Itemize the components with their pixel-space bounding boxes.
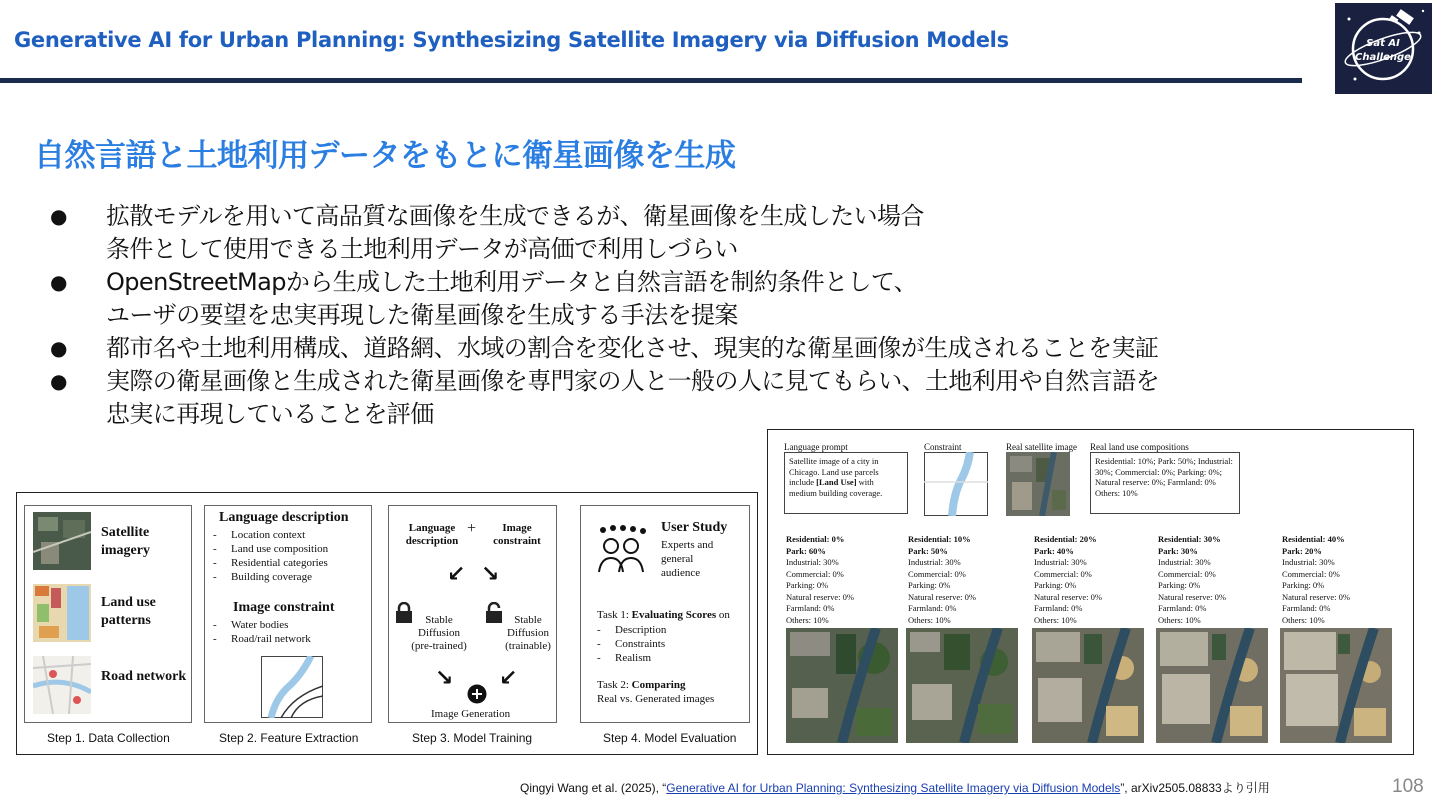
real-land-use-label: Real land use compositions (1090, 442, 1189, 452)
step2-heading: Language description (219, 510, 349, 525)
step2-list (213, 618, 311, 646)
land-use-thumbnail (33, 584, 91, 642)
list-item: - Description (597, 623, 666, 637)
bullet-list (50, 200, 1340, 431)
road-network-thumbnail (33, 656, 91, 714)
citation-prefix: Qingyi Wang et al. (2025), “ (520, 781, 667, 795)
comp-line: Farmland: 0% (786, 603, 835, 613)
comp-line: Parking: 0% (1158, 580, 1201, 590)
comp-park: Park: 50% (908, 545, 948, 556)
constraint-thumbnail (924, 452, 988, 516)
comp-line: Farmland: 0% (908, 603, 957, 613)
comp-line: Natural reserve: 0% (786, 591, 854, 602)
comp-line: Industrial: 30% (1282, 557, 1335, 567)
comp-line: Industrial: 30% (786, 557, 839, 567)
composition-column (1034, 534, 1102, 626)
comp-residential: Residential: 10% (908, 534, 971, 544)
paper-link[interactable]: Generative AI for Urban Planning: Synthesizing Satellite Imagery via Diffusion Models (666, 781, 1121, 795)
plus-icon: + (467, 520, 477, 537)
generated-satellite-image (906, 628, 1018, 743)
list-item: - Residential categories (213, 556, 328, 570)
comp-line: Commercial: 0% (1282, 568, 1340, 579)
step3-input-constraint: Image constraint (493, 522, 541, 547)
comp-park: Park: 60% (786, 545, 826, 556)
comp-line: Natural reserve: 0% (908, 591, 976, 602)
comp-line: Commercial: 0% (1158, 568, 1216, 579)
bullet-item (50, 200, 1340, 266)
step1-item-label: Land use patterns (101, 595, 156, 628)
bullet-dot-icon: ● (50, 336, 67, 360)
bullet-line: 忠実に再現していることを評価 (106, 400, 434, 428)
bullet-line: ユーザの要望を忠実再現した衛星画像を生成する手法を提案 (106, 301, 738, 329)
comp-park: Park: 30% (1158, 545, 1198, 556)
step4-task1-list (597, 623, 666, 665)
sat-ai-challenge-logo (1335, 3, 1432, 94)
bullet-dot-icon: ● (50, 369, 67, 393)
svg-text:Sat AI: Sat AI (1366, 38, 1400, 49)
arrow-down-left-icon: ↙ (499, 666, 518, 691)
prompt-text: Satellite image of a city in Chicago. Land use parcels include (789, 456, 879, 487)
bullet-line: 拡散モデルを用いて高品質な画像を生成できるが、衛星画像を生成したい場合 (106, 202, 924, 230)
comp-park: Park: 20% (1282, 545, 1322, 556)
step2-panel (204, 505, 372, 723)
composition-column (786, 534, 854, 626)
comp-line: Parking: 0% (786, 580, 829, 590)
bullet-item (50, 332, 1340, 365)
step4-caption: Step 4. Model Evaluation (603, 731, 737, 745)
header-title: Generative AI for Urban Planning: Synthesizing Satellite Imagery via Diffusion Models (14, 28, 1009, 52)
composition-column (908, 534, 976, 626)
prompt-label: Language prompt (784, 442, 848, 452)
task2-prefix: Task 2: (597, 679, 632, 691)
step3-output: Image Generation (431, 708, 511, 720)
generated-satellite-image (1032, 628, 1144, 743)
comp-line: Industrial: 30% (1158, 557, 1211, 567)
list-item: - Water bodies (213, 618, 311, 632)
comp-line: Farmland: 0% (1034, 603, 1083, 613)
step4-task2-detail: Real vs. Generated images (597, 693, 715, 705)
comp-line: Others: 10% (1282, 614, 1325, 625)
step1-caption: Step 1. Data Collection (47, 731, 170, 745)
bullet-dot-icon: ● (50, 270, 67, 294)
comp-line: Natural reserve: 0% (1158, 591, 1226, 602)
step3-input-language: Language description (405, 522, 459, 547)
bullet-line: 都市名や土地利用構成、道路網、水域の割合を変化させ、現実的な衛星画像が生成されることを実証 (106, 334, 1159, 362)
step3-panel (388, 505, 557, 723)
generated-satellite-image (1156, 628, 1268, 743)
step3-caption: Step 3. Model Training (412, 731, 533, 745)
results-figure (767, 429, 1414, 755)
comp-line: Others: 10% (786, 614, 829, 625)
constraint-label: Constraint (924, 442, 962, 452)
real-image-label: Real satellite image (1006, 442, 1077, 452)
citation (520, 779, 1270, 796)
task1-suffix: on (716, 609, 730, 621)
step2-list (213, 528, 328, 584)
step2-caption: Step 2. Feature Extraction (219, 731, 359, 745)
list-item: - Building coverage (213, 570, 328, 584)
comp-line: Parking: 0% (908, 580, 951, 590)
task1-bold: Evaluating Scores (631, 609, 717, 621)
step1-panel (24, 505, 192, 723)
comp-residential: Residential: 0% (786, 534, 845, 544)
comp-line: Industrial: 30% (1034, 557, 1087, 567)
list-item: - Land use composition (213, 542, 328, 556)
page-number: 108 (1392, 776, 1424, 797)
slide-title: 自然言語と土地利用データをもとに衛星画像を生成 (34, 138, 736, 174)
combine-plus-icon (467, 684, 487, 704)
comp-line: Commercial: 0% (908, 568, 966, 579)
citation-suffix: ”, arXiv2505.08833より引用 (1120, 781, 1270, 795)
step3-model-trainable: Stable Diffusion (trainable) (505, 614, 551, 652)
svg-text:Challenge: Challenge (1355, 52, 1411, 63)
composition-column (1282, 534, 1350, 626)
generated-satellite-image (786, 628, 898, 743)
step4-heading: User Study (661, 520, 728, 535)
prompt-box (784, 452, 908, 514)
step4-panel (580, 505, 750, 723)
step1-item-label: Satellite imagery (101, 525, 150, 558)
people-group-icon (593, 524, 649, 574)
pipeline-figure (16, 492, 758, 755)
arrow-down-left-icon: ↙ (447, 562, 466, 587)
comp-line: Natural reserve: 0% (1282, 591, 1350, 602)
composition-column (1158, 534, 1226, 626)
constraint-map-graphic (261, 656, 323, 718)
comp-line: Others: 10% (908, 614, 951, 625)
real-satellite-thumbnail (1006, 452, 1070, 516)
generated-satellite-image (1280, 628, 1392, 743)
comp-line: Parking: 0% (1034, 580, 1077, 590)
prompt-land-use: [Land Use] (816, 477, 857, 487)
list-item: - Constraints (597, 637, 666, 651)
list-item: - Realism (597, 651, 666, 665)
bullet-dot-icon: ● (50, 204, 67, 228)
comp-line: Parking: 0% (1282, 580, 1325, 590)
step3-model-pretrained: Stable Diffusion (pre-trained) (411, 614, 467, 652)
comp-line: Industrial: 30% (908, 557, 961, 567)
step4-task1 (597, 608, 730, 622)
real-composition-box: Residential: 10%; Park: 50%; Industrial: 30%; Commercial: 0%; Parking: 0%; Natural reserve: 0%; Farmland: 0% Others: 10% (1090, 452, 1240, 514)
comp-line: Others: 10% (1158, 614, 1201, 625)
bullet-line: 実際の衛星画像と生成された衛星画像を専門家の人と一般の人に見てもらい、土地利用や自然言語を (106, 367, 1159, 395)
arrow-down-right-icon: ↘ (481, 562, 500, 587)
comp-line: Commercial: 0% (1034, 568, 1092, 579)
step4-audience: Experts and general audience (661, 539, 714, 579)
logo-graphic (1335, 3, 1432, 94)
comp-residential: Residential: 20% (1034, 534, 1097, 544)
step1-item-label: Road network (101, 669, 187, 684)
comp-park: Park: 40% (1034, 545, 1074, 556)
comp-line: Farmland: 0% (1158, 603, 1207, 613)
step4-task2 (597, 678, 685, 692)
comp-line: Others: 10% (1034, 614, 1077, 625)
bullet-item (50, 365, 1340, 431)
comp-line: Commercial: 0% (786, 568, 844, 579)
bullet-line: OpenStreetMapから生成した土地利用データと自然言語を制約条件として、 (106, 268, 918, 296)
satellite-thumbnail (33, 512, 91, 570)
comp-residential: Residential: 40% (1282, 534, 1345, 544)
bullet-line: 条件として使用できる土地利用データが高価で利用しづらい (106, 235, 738, 263)
step2-heading: Image constraint (233, 600, 335, 615)
header-divider (0, 78, 1302, 83)
comp-line: Natural reserve: 0% (1034, 591, 1102, 602)
arrow-down-right-icon: ↘ (435, 666, 454, 691)
prompt-text-end: with medium building coverage. (789, 477, 883, 498)
task1-prefix: Task 1: (597, 609, 632, 621)
task2-bold: Comparing (631, 679, 686, 691)
list-item: - Location context (213, 528, 328, 542)
comp-line: Farmland: 0% (1282, 603, 1331, 613)
list-item: - Road/rail network (213, 632, 311, 646)
bullet-item (50, 266, 1340, 332)
comp-residential: Residential: 30% (1158, 534, 1221, 544)
